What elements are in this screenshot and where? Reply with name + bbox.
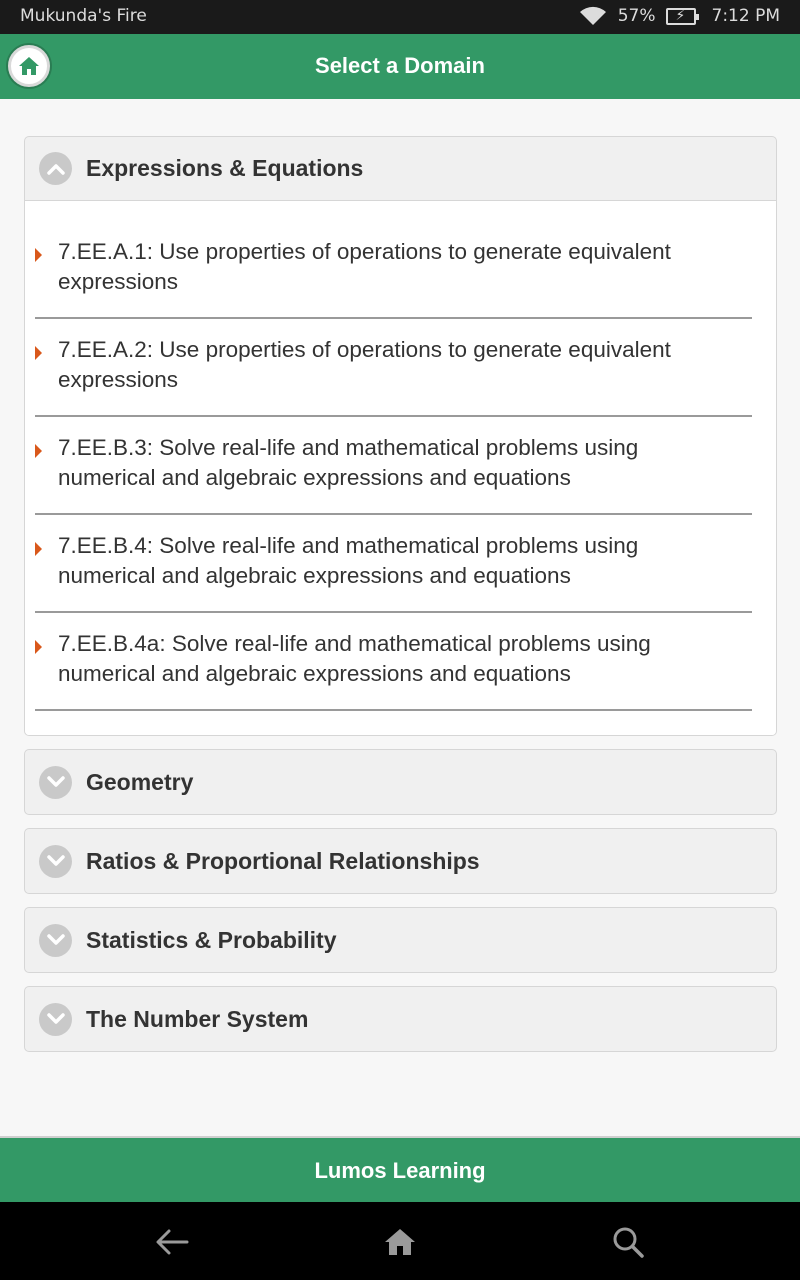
caret-right-icon <box>35 346 42 360</box>
domain-panel-geometry <box>24 749 777 815</box>
standard-text-line2: expressions <box>58 367 179 392</box>
standard-text-line1: 7.EE.A.2: Use properties of operations to generate equivalent <box>58 337 671 362</box>
back-arrow-icon <box>155 1228 189 1256</box>
domain-header-statistics[interactable] <box>25 908 776 972</box>
caret-right-icon <box>35 542 42 556</box>
standard-text-line1: 7.EE.B.4a: Solve real-life and mathematical problems using <box>58 631 651 656</box>
standard-text-line1: 7.EE.A.1: Use properties of operations to generate equivalent <box>58 239 671 264</box>
chevron-down-icon <box>39 766 72 799</box>
chevron-up-icon <box>39 152 72 185</box>
search-button[interactable] <box>608 1222 648 1262</box>
standard-text-line2: numerical and algebraic expressions and equations <box>58 465 571 490</box>
footer-brand: Lumos Learning <box>314 1158 486 1183</box>
standard-item-7ee-b3[interactable] <box>35 417 752 515</box>
domain-label: Geometry <box>86 768 194 795</box>
chevron-down-icon <box>39 924 72 957</box>
app-header <box>0 34 800 99</box>
device-name: Mukunda's Fire <box>20 6 147 26</box>
app-footer <box>0 1136 800 1202</box>
domain-list <box>24 136 777 1065</box>
domain-label: Statistics & Probability <box>86 926 337 953</box>
clock: 7:12 PM <box>711 6 780 26</box>
domain-label: Ratios & Proportional Relationships <box>86 847 480 874</box>
page-title: Select a Domain <box>315 53 485 78</box>
standard-text-line2: expressions <box>58 269 179 294</box>
standard-text-line1: 7.EE.B.4: Solve real-life and mathematical problems using <box>58 533 639 558</box>
battery-percent: 57% <box>617 6 656 26</box>
status-indicators <box>578 5 780 27</box>
domain-header-ratios[interactable] <box>25 829 776 893</box>
search-icon <box>612 1226 644 1258</box>
battery-charging-icon: ⚡ <box>666 8 696 25</box>
domain-label: The Number System <box>86 1005 309 1032</box>
domain-panel-statistics <box>24 907 777 973</box>
domain-panel-expressions-equations <box>24 136 777 736</box>
domain-header-expressions-equations[interactable] <box>25 137 776 201</box>
chevron-down-icon <box>39 845 72 878</box>
home-icon <box>384 1227 416 1257</box>
standard-text-line1: 7.EE.B.3: Solve real-life and mathematical problems using <box>58 435 639 460</box>
domain-header-number-system[interactable] <box>25 987 776 1051</box>
domain-panel-number-system <box>24 986 777 1052</box>
back-button[interactable] <box>152 1222 192 1262</box>
standard-item-7ee-b4[interactable] <box>35 515 752 613</box>
standards-list <box>25 201 776 735</box>
standard-item-7ee-a2[interactable] <box>35 319 752 417</box>
standard-item-7ee-a1[interactable] <box>35 221 752 319</box>
system-nav-bar <box>0 1202 800 1280</box>
chevron-down-icon <box>39 1003 72 1036</box>
standard-item-7ee-b4a[interactable] <box>35 613 752 711</box>
standard-text-line2: numerical and algebraic expressions and equations <box>58 661 571 686</box>
domain-label: Expressions & Equations <box>86 155 364 181</box>
caret-right-icon <box>35 640 42 654</box>
status-bar <box>0 0 800 34</box>
wifi-icon <box>578 5 608 27</box>
domain-header-geometry[interactable] <box>25 750 776 814</box>
caret-right-icon <box>35 444 42 458</box>
caret-right-icon <box>35 248 42 262</box>
standard-text-line2: numerical and algebraic expressions and equations <box>58 563 571 588</box>
system-home-button[interactable] <box>380 1222 420 1262</box>
domain-panel-ratios <box>24 828 777 894</box>
